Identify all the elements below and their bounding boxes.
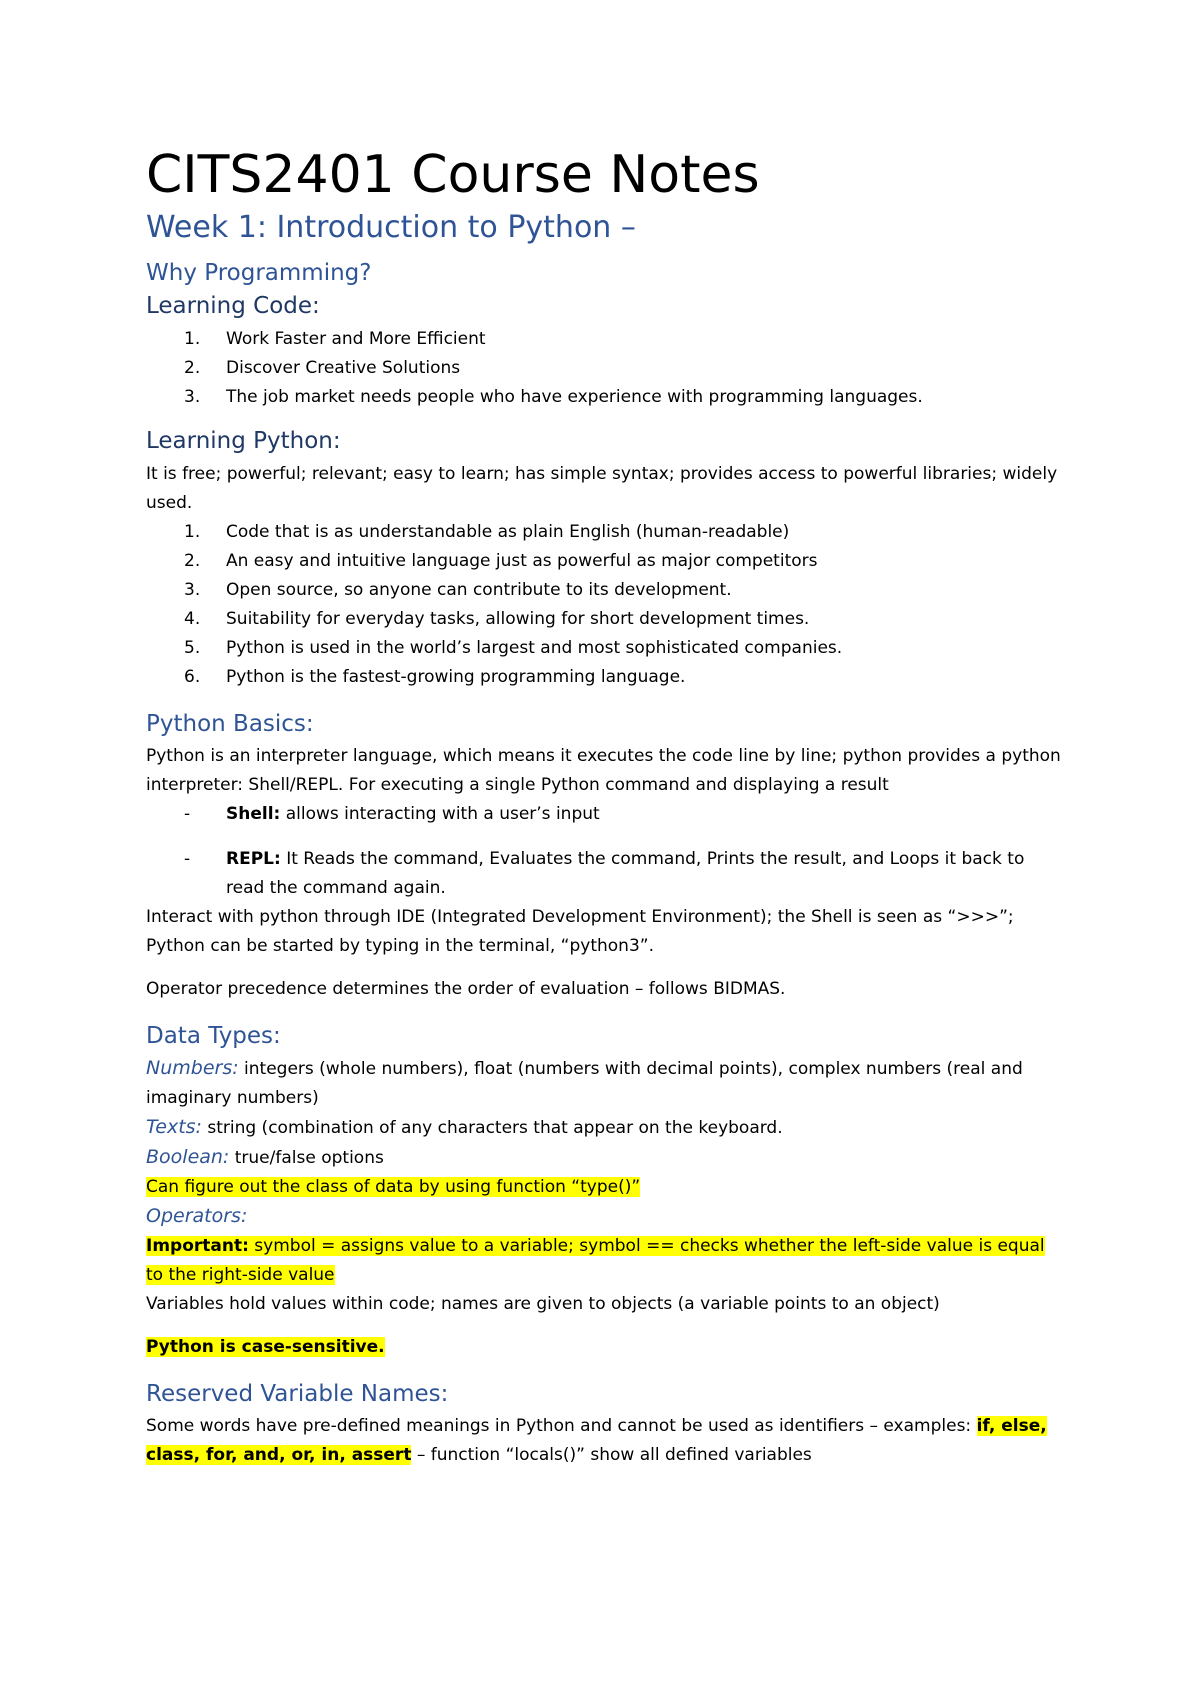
shell-description: allows interacting with a user’s input [280, 804, 600, 824]
list-text: Work Faster and More Efficient [226, 329, 486, 349]
list-text: Python is the fastest-growing programming language. [226, 667, 686, 687]
list-text: Open source, so anyone can contribute to its development. [226, 580, 732, 600]
document-content [146, 145, 1066, 1470]
list-item [146, 518, 1066, 547]
list-text: The job market needs people who have experience with programming languages. [226, 387, 923, 407]
texts-text: string (combination of any characters that appear on the keyboard. [201, 1118, 783, 1138]
list-number: 1. [184, 522, 201, 542]
dash-bullet: - [184, 804, 191, 824]
list-item [146, 634, 1066, 663]
why-programming-heading: Why Programming? [146, 260, 372, 286]
document-subtitle: Week 1: Introduction to Python – [146, 210, 636, 245]
repl-term: REPL: [226, 849, 281, 869]
list-item [146, 845, 1066, 903]
ide-paragraph: Interact with python through IDE (Integrated Development Environment); the Shell is seen as “>>>”; Python can be started by typing in the terminal, “python3”. [146, 907, 1014, 956]
reserved-intro: Some words have pre-defined meanings in Python and cannot be used as identifiers – examples: [146, 1416, 977, 1436]
list-text: Python is used in the world’s largest and most sophisticated companies. [226, 638, 843, 658]
precedence-paragraph: Operator precedence determines the order of evaluation – follows BIDMAS. [146, 979, 786, 999]
important-highlight [146, 1236, 1045, 1285]
boolean-text: true/false options [229, 1148, 384, 1168]
repl-description: It Reads the command, Evaluates the command, Prints the result, and Loops it back to read the command again. [226, 849, 1025, 898]
operators-paragraph [146, 1202, 1066, 1232]
interpreter-list [146, 800, 1066, 903]
list-item [146, 354, 1066, 383]
document-title: CITS2401 Course Notes [146, 145, 760, 205]
python-basics-heading: Python Basics: [146, 711, 314, 737]
numbers-paragraph [146, 1054, 1066, 1113]
important-text: symbol = assigns value to a variable; symbol == checks whether the left-side value is equal to the right-side value [146, 1236, 1045, 1285]
list-number: 6. [184, 667, 201, 687]
dash-bullet: - [184, 849, 191, 869]
python-basics-intro: Python is an interpreter language, which means it executes the code line by line; python provides a python interpreter: Shell/REPL. For executing a single Python command and displaying a result [146, 746, 1061, 795]
learning-python-list [146, 518, 1066, 692]
reserved-keywords: if, else, class, for, and, or, in, assert [146, 1416, 1047, 1465]
list-item [146, 383, 1066, 412]
learning-python-heading: Learning Python: [146, 428, 341, 454]
numbers-label: Numbers: [146, 1057, 239, 1079]
reserved-names-heading: Reserved Variable Names: [146, 1381, 449, 1407]
texts-paragraph [146, 1113, 1066, 1143]
list-number: 1. [184, 329, 201, 349]
list-number: 4. [184, 609, 201, 629]
operators-label: Operators: [146, 1205, 248, 1227]
list-item [146, 663, 1066, 692]
list-text: An easy and intuitive language just as powerful as major competitors [226, 551, 818, 571]
data-types-heading: Data Types: [146, 1023, 281, 1049]
reserved-paragraph [146, 1412, 1066, 1470]
list-item [146, 576, 1066, 605]
type-note-highlight: Can figure out the class of data by using function “type()” [146, 1177, 641, 1197]
important-label: Important: [146, 1236, 249, 1256]
list-number: 3. [184, 387, 201, 407]
list-text: Suitability for everyday tasks, allowing for short development times. [226, 609, 810, 629]
important-paragraph [146, 1232, 1066, 1290]
shell-term: Shell: [226, 804, 281, 824]
learning-code-list [146, 325, 1066, 412]
list-item [146, 547, 1066, 576]
list-number: 2. [184, 551, 201, 571]
learning-code-heading: Learning Code: [146, 293, 320, 319]
list-number: 2. [184, 358, 201, 378]
type-note-paragraph [146, 1173, 1066, 1202]
numbers-text: integers (whole numbers), float (numbers with decimal points), complex numbers (real and imaginary numbers) [146, 1059, 1023, 1108]
boolean-label: Boolean: [146, 1146, 230, 1168]
learning-python-intro: It is free; powerful; relevant; easy to learn; has simple syntax; provides access to powerful libraries; widely used. [146, 464, 1058, 513]
case-sensitive-paragraph [146, 1333, 1066, 1362]
list-number: 5. [184, 638, 201, 658]
case-sensitive-text: Python is case-sensitive. [146, 1337, 385, 1357]
reserved-outro: – function “locals()” show all defined variables [411, 1445, 812, 1465]
variables-paragraph: Variables hold values within code; names are given to objects (a variable points to an object) [146, 1294, 940, 1314]
boolean-paragraph [146, 1143, 1066, 1173]
texts-label: Texts: [146, 1116, 202, 1138]
list-item [146, 325, 1066, 354]
list-item [146, 800, 1066, 829]
list-text: Discover Creative Solutions [226, 358, 461, 378]
list-text: Code that is as understandable as plain English (human-readable) [226, 522, 790, 542]
list-number: 3. [184, 580, 201, 600]
list-item [146, 605, 1066, 634]
